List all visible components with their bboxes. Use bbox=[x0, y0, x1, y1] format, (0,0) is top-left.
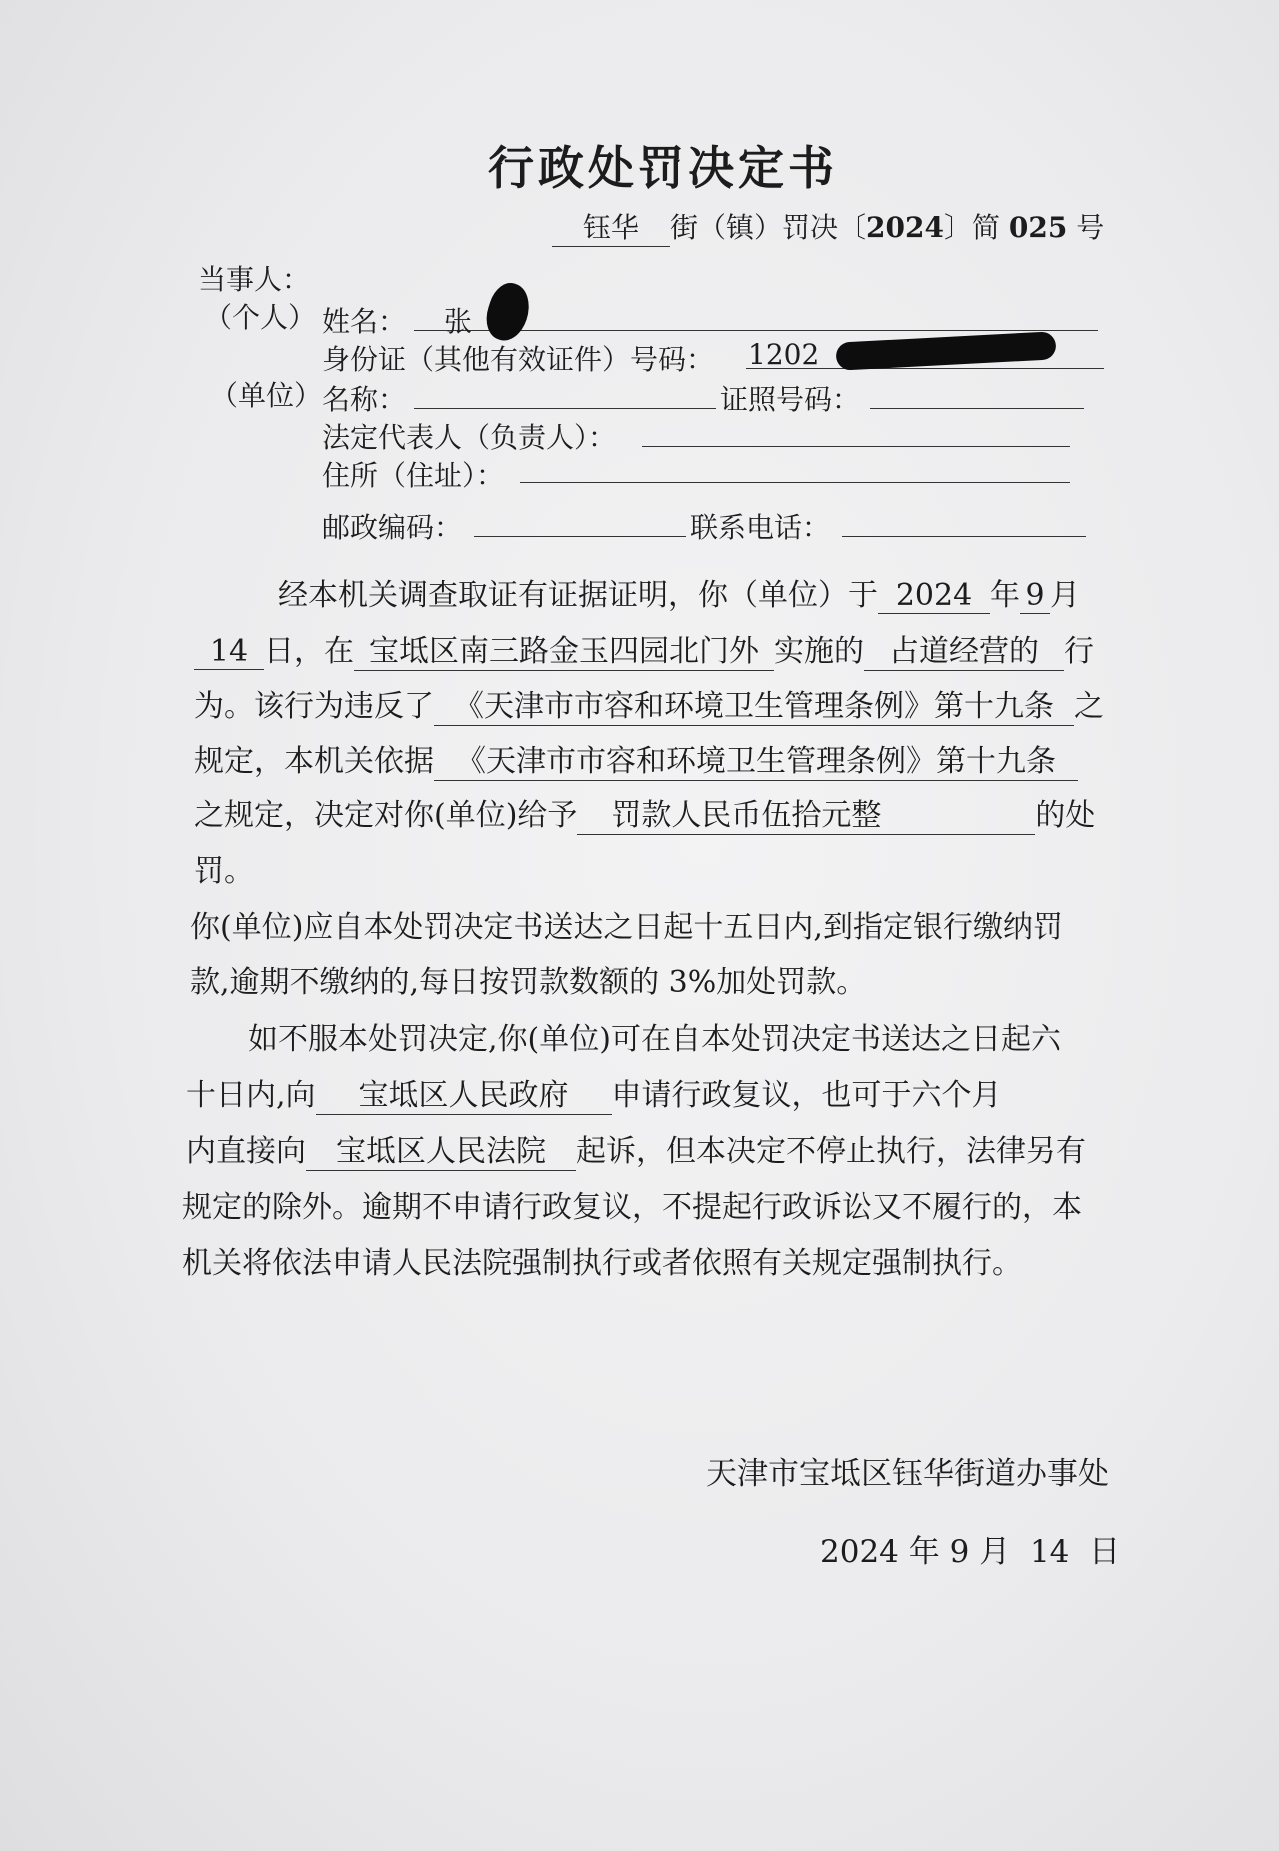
appeal-text: 起诉，但本决定不停止执行，法律另有 bbox=[576, 1134, 1086, 1169]
document-number bbox=[552, 206, 1104, 247]
decision-text: 的处 bbox=[1035, 798, 1096, 833]
phone-label: 联系电话： bbox=[690, 511, 831, 544]
fact-day: 14 bbox=[194, 634, 264, 670]
doc-middle: 街（镇）罚决〔 bbox=[670, 211, 867, 244]
sign-day-unit: 日 bbox=[1089, 1534, 1121, 1570]
decision-line-2 bbox=[194, 626, 1094, 671]
legal-basis: 《天津市市容和环境卫生管理条例》第十九条 bbox=[434, 736, 1078, 781]
doc-district: 钰华 bbox=[552, 206, 670, 247]
sign-year-unit: 年 bbox=[908, 1534, 940, 1570]
name-redaction bbox=[480, 278, 536, 346]
appeal-line-2 bbox=[186, 1070, 1002, 1115]
doc-year: 2024 bbox=[866, 211, 944, 244]
appeal-line-1: 如不服本处罚决定,你(单位)可在自本处罚决定书送达之日起六 bbox=[248, 1022, 1061, 1057]
address-line bbox=[520, 482, 1070, 483]
decision-text: 之规定，决定对你(单位)给予 bbox=[194, 798, 578, 833]
license-line bbox=[870, 408, 1084, 409]
name-value: 张 bbox=[444, 305, 473, 338]
violated-regulation: 《天津市市容和环境卫生管理条例》第十九条 bbox=[434, 681, 1074, 726]
appeal-text: 申请行政复议，也可于六个月 bbox=[611, 1078, 1002, 1113]
decision-text: 之 bbox=[1074, 689, 1104, 724]
payment-line-2: 款,逾期不缴纳的,每日按罚款数额的 3%加处罚款。 bbox=[190, 965, 867, 1000]
decision-line-4 bbox=[194, 736, 1078, 781]
address-label: 住所（住址）： bbox=[322, 459, 505, 492]
unit-name-line bbox=[414, 408, 716, 409]
unit-tag: （单位） bbox=[210, 379, 323, 412]
fact-month: 9 bbox=[1020, 578, 1050, 614]
sign-month: 9 bbox=[949, 1534, 970, 1570]
issuing-authority: 天津市宝坻区钰华街道办事处 bbox=[706, 1456, 1109, 1492]
legal-rep-line bbox=[642, 446, 1070, 447]
decision-line-3 bbox=[194, 681, 1104, 726]
penalty-amount: 罚款人民币伍拾元整 bbox=[577, 790, 1035, 835]
sign-day: 14 bbox=[1029, 1534, 1070, 1570]
month-unit: 月 bbox=[1050, 578, 1080, 613]
doc-end: 号 bbox=[1076, 211, 1105, 244]
fact-place: 宝坻区南三路金玉四园北门外 bbox=[354, 626, 774, 671]
appeal-line-3 bbox=[186, 1126, 1086, 1171]
id-label: 身份证（其他有效证件）号码： bbox=[322, 343, 715, 376]
court-name: 宝坻区人民法院 bbox=[306, 1126, 576, 1171]
decision-line-6: 罚。 bbox=[194, 854, 254, 889]
doc-suffix: 〕简 bbox=[943, 211, 1000, 244]
decision-text: 规定，本机关依据 bbox=[194, 744, 434, 779]
individual-tag: （个人） bbox=[204, 301, 317, 334]
decision-line-1 bbox=[278, 570, 1080, 614]
party-heading: 当事人： bbox=[198, 263, 311, 296]
appeal-line-4: 规定的除外。逾期不申请行政复议，不提起行政诉讼又不履行的，本 bbox=[182, 1190, 1082, 1225]
id-redaction bbox=[835, 331, 1056, 370]
fact-act: 占道经营的 bbox=[864, 626, 1064, 671]
year-unit: 年 bbox=[990, 578, 1020, 613]
decision-text: 实施的 bbox=[774, 634, 864, 669]
appeal-text: 十日内,向 bbox=[186, 1078, 316, 1113]
review-organ: 宝坻区人民政府 bbox=[316, 1070, 612, 1115]
sign-year: 2024 bbox=[820, 1534, 899, 1570]
unit-name-label: 名称： bbox=[322, 383, 407, 416]
phone-line bbox=[842, 536, 1086, 537]
doc-number-value: 025 bbox=[1008, 211, 1068, 244]
postcode-label: 邮政编码： bbox=[322, 511, 463, 544]
appeal-text: 内直接向 bbox=[186, 1134, 306, 1169]
legal-rep-label: 法定代表人（负责人）： bbox=[322, 421, 617, 454]
id-value: 1202 bbox=[748, 338, 820, 371]
license-label: 证照号码： bbox=[720, 383, 861, 416]
decision-text: 为。该行为违反了 bbox=[194, 689, 434, 724]
decision-line-5 bbox=[194, 790, 1095, 835]
decision-text: 行 bbox=[1064, 634, 1094, 669]
issue-date bbox=[820, 1526, 1120, 1571]
decision-text: 经本机关调查取证有证据证明，你（单位）于 bbox=[278, 578, 878, 613]
postcode-line bbox=[474, 536, 686, 537]
name-label: 姓名： bbox=[322, 305, 407, 338]
sign-month-unit: 月 bbox=[979, 1534, 1011, 1570]
document-title: 行政处罚决定书 bbox=[488, 141, 838, 195]
decision-text: 日，在 bbox=[264, 634, 354, 669]
appeal-line-5: 机关将依法申请人民法院强制执行或者依照有关规定强制执行。 bbox=[182, 1246, 1022, 1281]
payment-line-1: 你(单位)应自本处罚决定书送达之日起十五日内,到指定银行缴纳罚 bbox=[190, 910, 1063, 945]
fact-year: 2024 bbox=[878, 578, 990, 614]
